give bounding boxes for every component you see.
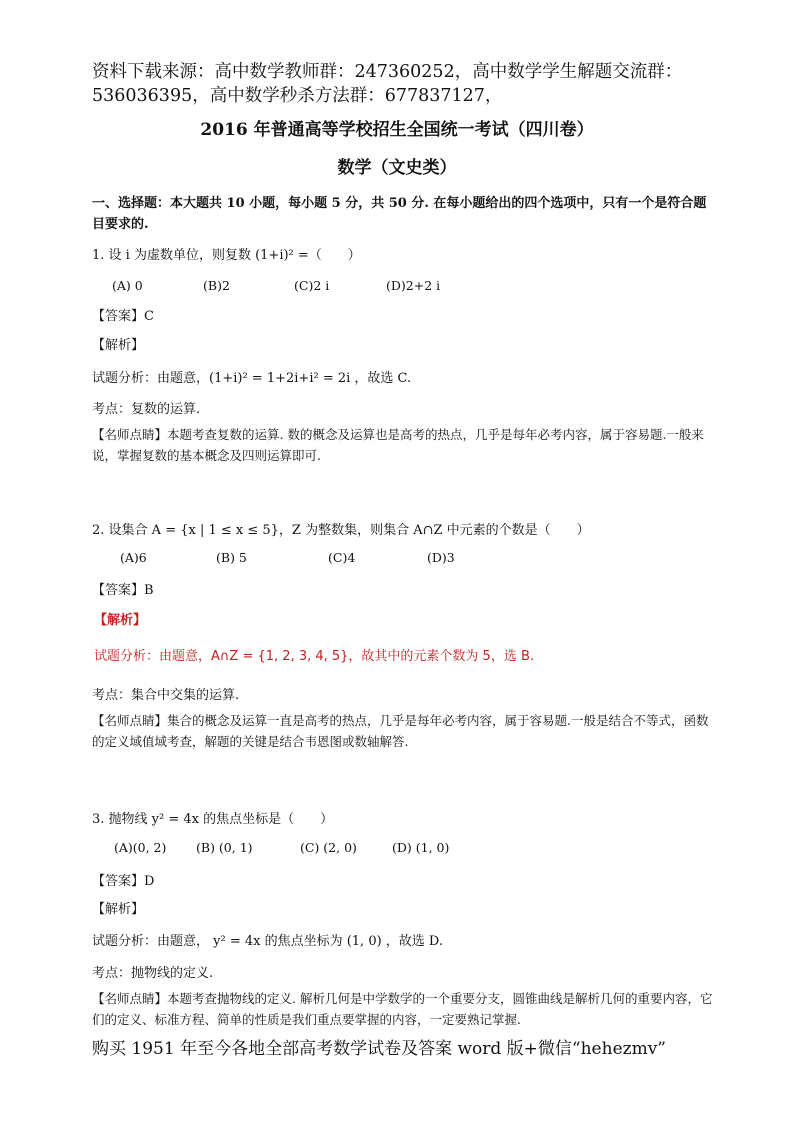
question-1-comment: 【名师点睛】本题考查复数的运算. 数的概念及运算也是高考的热点，几乎是每年必考内容，属于容易题.一般来说，掌握复数的基本概念及四则运算即可.: [92, 427, 704, 463]
question-2-comment: 【名师点睛】集合的概念及运算一直是高考的热点，几乎是每年必考内容，属于容易题.一般是结合不等式，函数的定义域值域考查，解题的关键是结合韦恩图或数轴解答.: [92, 713, 709, 749]
header-line-2: 536036395，高中数学秒杀方法群：677837127，: [92, 86, 503, 106]
question-3-point: 考点：抛物线的定义.: [92, 966, 214, 981]
question-2-option-d: (D)3: [427, 550, 455, 565]
question-1-stem: 1. 设 i 为虚数单位，则复数 (1+i)² =（ ）: [92, 248, 361, 263]
question-3-option-d: (D) (1, 0): [392, 840, 450, 855]
question-2-analysis: 试题分析：由题意，A∩Z = {1, 2, 3, 4, 5}，故其中的元素个数为 5，选 B.: [94, 649, 535, 664]
question-3-analysis-label: 【解析】: [92, 902, 145, 917]
page-subtitle: 数学（文史类）: [337, 158, 457, 178]
question-1-analysis: 试题分析：由题意，(1+i)² = 1+2i+i² = 2i ，故选 C.: [92, 371, 412, 386]
section-intro: 一、选择题：本大题共 10 小题，每小题 5 分，共 50 分. 在每小题给出的四个选项中，只有一个是符合题目要求的.: [92, 196, 707, 232]
question-3-answer: 【答案】D: [92, 874, 155, 889]
question-3-stem: 3. 抛物线 y² = 4x 的焦点坐标是（ ）: [92, 812, 334, 827]
header-line-1: 资料下载来源：高中数学教师群：247360252，高中数学学生解题交流群：: [92, 62, 683, 82]
question-2-point: 考点：集合中交集的运算.: [92, 688, 240, 703]
question-1-option-d: (D)2+2 i: [386, 278, 441, 293]
question-2-option-a: (A)6: [120, 550, 147, 565]
question-2-analysis-label: 【解析】: [94, 613, 147, 628]
question-1-point: 考点：复数的运算.: [92, 402, 201, 417]
question-2-option-b: (B) 5: [216, 550, 247, 565]
question-2-answer: 【答案】B: [92, 583, 154, 598]
question-3-comment: 【名师点睛】本题考查抛物线的定义. 解析几何是中学数学的一个重要分支，圆锥曲线是解析几何的重要内容，它们的定义、标准方程、简单的性质是我们重点要掌握的内容，一定要熟记掌握.: [92, 991, 713, 1027]
question-3-analysis: 试题分析：由题意， y² = 4x 的焦点坐标为 (1, 0) ，故选 D.: [92, 934, 444, 949]
question-1-option-b: (B)2: [203, 278, 230, 293]
question-1-analysis-label: 【解析】: [92, 338, 145, 353]
question-3-option-c: (C) (2, 0): [300, 840, 357, 855]
question-3-option-b: (B) (0, 1): [196, 840, 253, 855]
question-2-stem: 2. 设集合 A = {x | 1 ≤ x ≤ 5}，Z 为整数集，则集合 A∩Z 中元素的个数是（ ）: [92, 523, 590, 538]
footer-ad: 购买 1951 年至今各地全部高考数学试卷及答案 word 版+微信“hehezmv”: [92, 1039, 666, 1059]
question-3-option-a: (A)(0, 2): [114, 840, 167, 855]
question-1-option-c: (C)2 i: [294, 278, 330, 293]
question-1-answer: 【答案】C: [92, 309, 154, 324]
question-2-option-c: (C)4: [328, 550, 356, 565]
question-1-option-a: (A) 0: [112, 278, 143, 293]
page-title: 2016 年普通高等学校招生全国统一考试（四川卷）: [200, 120, 594, 140]
